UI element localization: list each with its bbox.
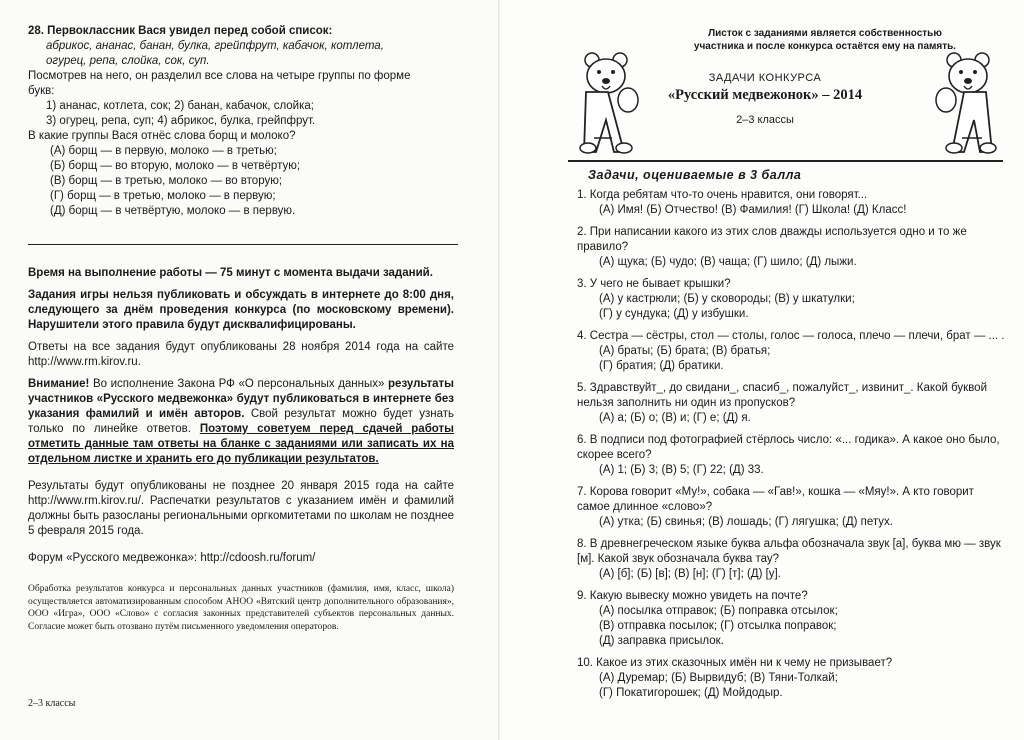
q28-question: В какие группы Вася отнёс слова борщ и молоко? xyxy=(28,130,296,142)
question-stem: 5. Здравствуйт_, до свидани_, спасиб_, пожалуйст_, извинит_. Какой буквой нельзя заполнить ни один из пропусков? xyxy=(577,382,987,409)
small-print: Обработка результатов конкурса и персональных данных участников (фамилия, имя, класс, школа) осуществляется автоматизированным способом АНОО «Вятский центр дополнительного образования», ООО «Игра», ООО «Слово» с согласия законных представителей субъектов персональных данных. Согласие может быть отозвано путём письменного уведомления операторов. xyxy=(28,584,454,632)
section-title: Задачи, оцениваемые в 3 балла xyxy=(588,168,802,182)
question-options: (В) отправка посылок; (Г) отсылка поправок; xyxy=(599,620,837,632)
page-footer: 2–3 классы xyxy=(28,698,76,709)
q28-group-1: 1) ананас, котлета, сок; 2) банан, кабачок, слойка; xyxy=(46,100,314,112)
question-options: (А) Дуремар; (Б) Вырвидуб; (В) Тяни-Толкай; xyxy=(599,672,838,684)
q28-option: (Б) борщ — во вторую, молоко — в четвёртую; xyxy=(50,160,301,172)
divider xyxy=(28,244,458,245)
question-options: (А) посылка отправок; (Б) поправка отсылок; xyxy=(599,605,838,617)
question-stem: 1. Когда ребятам что-то очень нравится, они говорят... xyxy=(577,189,868,201)
contest-header xyxy=(665,72,865,126)
q28-after-2: букв: xyxy=(28,85,55,97)
question-options: (Д) заправка присылок. xyxy=(599,635,724,647)
header-line-2: «Русский медвежонок» – 2014 xyxy=(667,87,863,103)
q28-option: (Г) борщ — в третью, молоко — в первую; xyxy=(50,190,276,202)
header-line-1: ЗАДАЧИ КОНКУРСА xyxy=(708,72,822,84)
question-options: (Г) Покатигорошек; (Д) Мойдодыр. xyxy=(599,687,783,699)
question-options: (А) утка; (Б) свинья; (В) лошадь; (Г) лягушка; (Д) петух. xyxy=(599,516,893,528)
q28-list-1: абрикос, ананас, банан, булка, грейпфрут, кабачок, котлета, xyxy=(46,40,384,52)
attention-p1: Во исполнение Закона РФ «О персональных данных» xyxy=(92,378,385,390)
q28-option: (Д) борщ — в четвёртую, молоко — в первую. xyxy=(50,205,296,217)
question-options: (Г) у сундука; (Д) у избушки. xyxy=(599,308,749,320)
rules-text: Задания игры нельзя публиковать и обсуждать в интернете до 8:00 дня, следующего за днём проведения конкурса (по московскому времени). Нарушители этого правила будут дисквалифицированы. xyxy=(28,289,454,331)
left-page xyxy=(0,0,500,740)
question-item xyxy=(577,485,1005,530)
attention-bold: результаты участников «Русского медвежонка» будут публиковаться в интернете без указания фамилий и имён авторов. xyxy=(28,378,454,420)
question-item xyxy=(577,537,1005,582)
rules-block xyxy=(28,266,454,573)
question-options: (А) 1; (Б) 3; (В) 5; (Г) 22; (Д) 33. xyxy=(599,464,764,476)
question-item xyxy=(577,589,1005,649)
q28-option: (А) борщ — в первую, молоко — в третью; xyxy=(50,145,277,157)
question-stem: 4. Сестра — сёстры, стол — столы, голос — голоса, плечо — плечи, брат — ... . xyxy=(577,330,1005,342)
question-options: (А) а; (Б) о; (В) и; (Г) е; (Д) я. xyxy=(599,412,751,424)
answers-text: Ответы на все задания будут опубликованы 28 ноября 2014 года на сайте http://www.rm.kirov.ru. xyxy=(28,341,454,368)
question-options: (Г) братия; (Д) братики. xyxy=(599,360,724,372)
question-item xyxy=(577,277,1005,322)
question-options: (А) браты; (Б) брата; (В) братья; xyxy=(599,345,771,357)
attention-p2: Свой результат можно будет узнать только по линейке ответов. xyxy=(28,408,454,435)
question-stem: 6. В подписи под фотографией стёрлось число: «... годика». А какое оно было, скорее всего? xyxy=(577,434,1000,461)
question-options: (А) Имя! (Б) Отчество! (В) Фамилия! (Г) Школа! (Д) Класс! xyxy=(599,204,907,216)
header-line-3: 2–3 классы xyxy=(736,114,794,126)
question-item xyxy=(577,329,1005,374)
question-item xyxy=(577,188,1005,218)
owner-note-line: участника и после конкурса остаётся ему на память. xyxy=(693,41,957,52)
question-stem: 7. Корова говорит «Му!», собака — «Гав!», кошка — «Мяу!». А кто говорит самое длинное «слово»? xyxy=(577,486,974,513)
bear-right-icon xyxy=(924,48,1004,160)
q28-group-2: 3) огурец, репа, суп; 4) абрикос, булка, грейпфрут. xyxy=(46,115,316,127)
question-options: (А) [б]; (Б) [в]; (В) [н]; (Г) [т]; (Д) [у]. xyxy=(599,568,781,580)
question-options: (А) у кастрюли; (Б) у сковороды; (В) у шкатулки; xyxy=(599,293,855,305)
attention-block xyxy=(28,377,454,467)
attention-label: Внимание! xyxy=(28,378,90,390)
question-item xyxy=(577,225,1005,270)
forum-text: Форум «Русского медвежонка»: http://cdoosh.ru/forum/ xyxy=(28,552,316,564)
attention-underlined: Поэтому советуем перед сдачей работы отметить данные там ответы на бланке с заданиями или записать их на отдельном листке и хранить его до публикации результатов. xyxy=(28,423,454,465)
questions-list xyxy=(577,188,1005,708)
q28-option: (В) борщ — в третью, молоко — во вторую; xyxy=(50,175,283,187)
question-stem: 10. Какое из этих сказочных имён ни к чему не призывает? xyxy=(577,657,893,669)
q28-after-1: Посмотрев на него, он разделил все слова на четыре группы по форме xyxy=(28,70,411,82)
header-rule xyxy=(568,160,1003,162)
question-stem: 2. При написании какого из этих слов дважды используется одно и то же правило? xyxy=(577,226,967,253)
results-text: Результаты будут опубликованы не позднее 20 января 2015 года на сайте http://www.rm.kirov.ru/. Распечатки результатов с указанием имён и фамилий должны быть разосланы региональными оргкомитетами по школам не позднее 5 февраля 2015 года. xyxy=(28,480,454,537)
question-stem: 8. В древнегреческом языке буква альфа обозначала звук [а], буква мю — звук [м]. Какой звук обозначала буква тау? xyxy=(577,538,1001,565)
question-item xyxy=(577,433,1005,478)
q28-stem: 28. Первоклассник Вася увидел перед собой список: xyxy=(28,25,333,37)
bear-left-icon xyxy=(572,48,652,160)
q28-list-2: огурец, репа, слойка, сок, суп. xyxy=(46,55,210,67)
question-stem: 3. У чего не бывает крышки? xyxy=(577,278,731,290)
question-options: (А) щука; (Б) чудо; (В) чаща; (Г) шило; (Д) лыжи. xyxy=(599,256,857,268)
question-28 xyxy=(28,24,454,219)
owner-note-line: Листок с заданиями является собственностью xyxy=(708,28,942,39)
time-text: Время на выполнение работы — 75 минут с момента выдачи заданий. xyxy=(28,267,433,279)
question-stem: 9. Какую вывеску можно увидеть на почте? xyxy=(577,590,808,602)
question-item xyxy=(577,381,1005,426)
question-item xyxy=(577,656,1005,701)
